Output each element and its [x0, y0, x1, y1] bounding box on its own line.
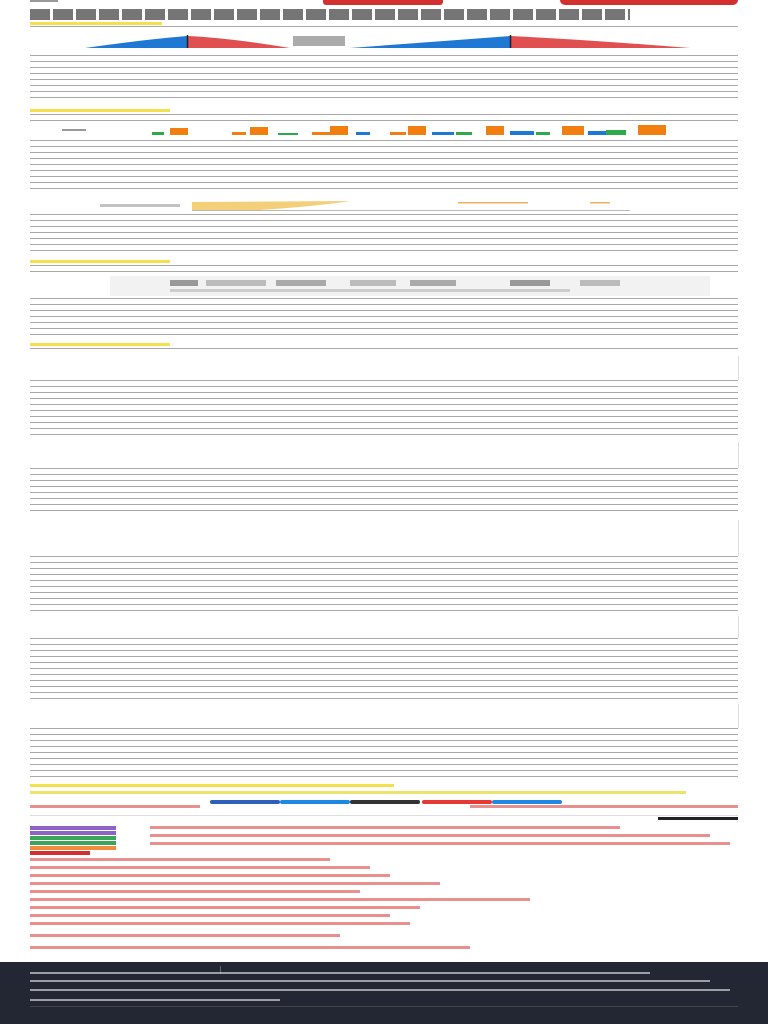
tag[interactable] — [30, 846, 116, 850]
bar — [456, 132, 472, 135]
related-link[interactable] — [30, 890, 360, 893]
bar — [536, 132, 550, 135]
area-figure — [100, 198, 660, 212]
related-link[interactable] — [150, 826, 620, 829]
related-link[interactable] — [30, 898, 530, 901]
bar — [278, 133, 298, 135]
entry-text — [30, 638, 738, 700]
related-link[interactable] — [150, 842, 730, 845]
bar — [390, 132, 406, 135]
tag[interactable] — [30, 831, 116, 835]
tag[interactable] — [30, 841, 116, 845]
table-row-2 — [170, 289, 570, 292]
footer-line — [30, 989, 730, 991]
divider — [30, 815, 738, 816]
bar — [152, 132, 164, 135]
right-curve-red — [511, 36, 690, 48]
axis-label — [100, 204, 180, 207]
section-heading — [30, 260, 170, 263]
top-primary-button[interactable] — [323, 0, 443, 5]
distribution-figure — [30, 30, 738, 54]
bar — [250, 127, 268, 135]
bar — [638, 125, 666, 135]
ref-bar — [590, 202, 610, 204]
top-link[interactable] — [30, 0, 58, 2]
table-cell — [206, 280, 266, 286]
share-button[interactable] — [280, 800, 350, 804]
section-paragraph — [30, 55, 738, 103]
related-link[interactable] — [30, 874, 390, 877]
related-link[interactable] — [30, 914, 390, 917]
section-heading — [30, 343, 170, 346]
section-paragraph — [30, 140, 738, 192]
section-paragraph — [30, 214, 738, 256]
section-heading — [30, 22, 162, 25]
share-button[interactable] — [210, 800, 280, 804]
footer-divider — [30, 1006, 738, 1007]
highlight-note-line — [30, 791, 686, 794]
related-link[interactable] — [30, 906, 420, 909]
bar — [562, 126, 584, 135]
related-link[interactable] — [30, 866, 370, 869]
grouped-bar-figure — [60, 122, 680, 136]
share-caption — [30, 805, 200, 808]
page-title — [30, 9, 630, 20]
entry-text — [30, 468, 738, 516]
tag[interactable] — [30, 836, 116, 840]
top-bar — [0, 0, 768, 6]
share-caption-right — [470, 805, 738, 808]
highlight-note — [30, 784, 394, 787]
bar — [606, 130, 626, 135]
section-paragraph — [30, 114, 738, 122]
bar — [330, 126, 348, 135]
nav-bar[interactable] — [658, 817, 738, 820]
bar — [432, 132, 454, 135]
footer — [0, 962, 768, 1024]
entry-text — [30, 556, 738, 612]
related-link[interactable] — [150, 834, 710, 837]
table-cell — [276, 280, 326, 286]
entry-text — [30, 380, 738, 440]
table-cell — [410, 280, 456, 286]
y-axis-label — [62, 129, 86, 131]
left-curve-blue — [85, 36, 187, 48]
table-cell — [350, 280, 396, 286]
entry-box — [30, 442, 739, 468]
table-cell — [580, 280, 620, 286]
left-curve-red — [188, 36, 290, 48]
related-link[interactable] — [30, 946, 470, 949]
tag[interactable] — [30, 851, 90, 855]
section-paragraph — [30, 348, 738, 354]
share-button[interactable] — [350, 800, 420, 804]
area-shape — [192, 201, 350, 210]
bar — [312, 132, 330, 135]
related-link[interactable] — [30, 934, 340, 937]
bar — [510, 131, 534, 135]
entry-box — [30, 520, 739, 556]
share-button[interactable] — [422, 800, 492, 804]
entry-box — [30, 616, 739, 638]
table-figure — [110, 276, 710, 296]
entry-box — [30, 704, 739, 728]
bar — [588, 131, 608, 135]
ref-bar — [458, 202, 528, 204]
entry-text — [30, 728, 738, 780]
table-cell — [170, 280, 198, 286]
footer-line — [30, 980, 710, 982]
section-paragraph — [30, 265, 738, 273]
related-link[interactable] — [30, 882, 440, 885]
related-link[interactable] — [30, 858, 330, 861]
related-link[interactable] — [30, 922, 410, 925]
right-curve-blue — [350, 36, 510, 48]
table-cell — [510, 280, 550, 286]
footer-line — [30, 999, 280, 1001]
bar — [170, 128, 188, 135]
bar — [356, 132, 370, 135]
top-secondary-button[interactable] — [560, 0, 738, 5]
section-heading — [30, 109, 170, 112]
tag[interactable] — [30, 826, 116, 830]
bar — [486, 126, 504, 135]
center-label — [293, 36, 345, 46]
bar — [232, 132, 246, 135]
entry-box — [30, 356, 739, 380]
section-paragraph — [30, 298, 738, 340]
bar — [408, 126, 426, 135]
share-button[interactable] — [492, 800, 562, 804]
footer-line — [30, 972, 650, 974]
